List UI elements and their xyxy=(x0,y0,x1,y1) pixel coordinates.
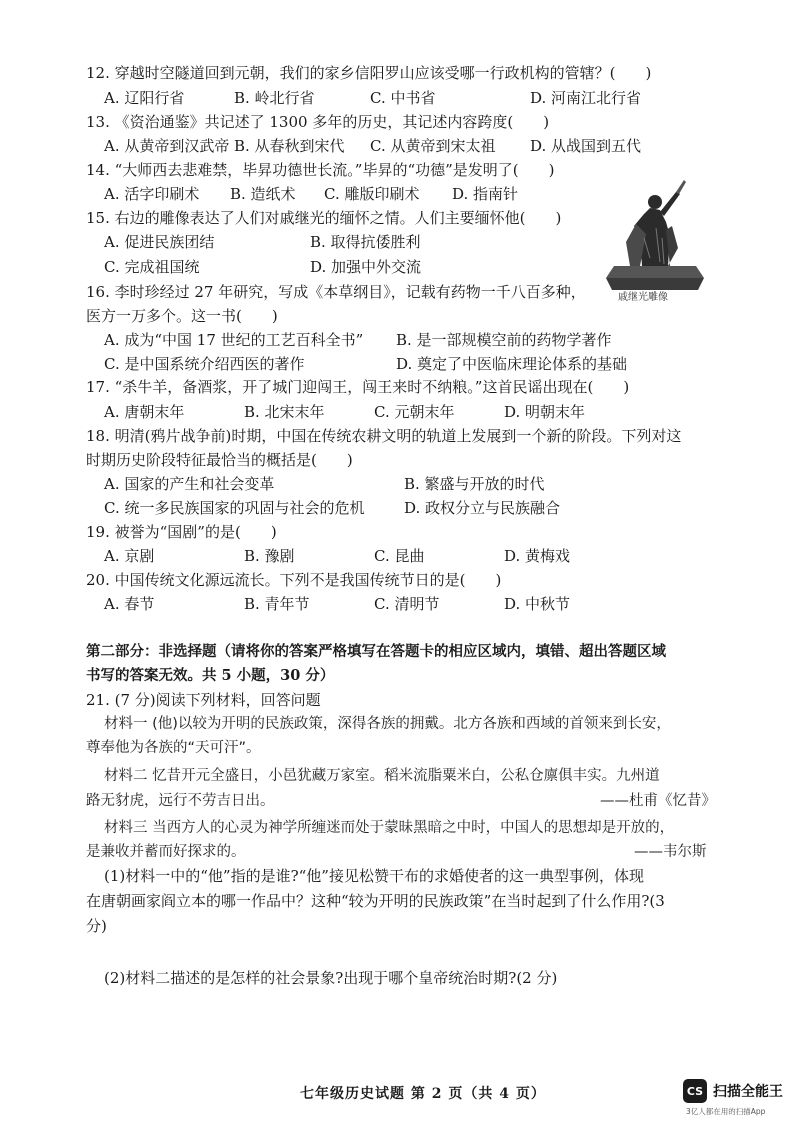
question-13-stem: 13. 《资治通鉴》共记述了 1300 多年的历史，其记述内容跨度( ) xyxy=(86,113,550,131)
question-15-option-a: A. 促进民族团结 xyxy=(104,233,215,251)
material-1-line-2: 尊奉他为各族的“天可汗”。 xyxy=(86,740,261,756)
question-12-option-a: A. 辽阳行省 xyxy=(104,89,185,107)
question-14-stem: 14. “大师西去悲难禁，毕昇功德世长流。”毕昇的“功德”是发明了( ) xyxy=(86,161,555,179)
question-13-option-d: D. 从战国到五代 xyxy=(530,137,642,155)
question-12-option-b: B. 岭北行省 xyxy=(234,89,315,107)
question-14-option-c: C. 雕版印刷术 xyxy=(324,185,420,203)
question-14-option-a: A. 活字印刷术 xyxy=(104,185,200,203)
question-16-stem-continued: 医方一万多个。这一书( ) xyxy=(86,307,278,325)
material-2-line-2: 路无豺虎，远行不劳吉日出。 xyxy=(86,793,275,809)
question-20-option-a: A. 春节 xyxy=(104,595,155,613)
material-3-line-2: 是兼收并蓄而好探求的。 xyxy=(86,844,246,860)
subquestion-2: (2)材料二描述的是怎样的社会景象?出现于哪个皇帝统治时期?(2 分) xyxy=(104,969,558,987)
qi-jiguang-statue-image xyxy=(600,178,710,296)
question-17-stem: 17. “杀牛羊，备酒浆，开了城门迎闯王，闯王来时不纳粮。”这首民谣出现在( ) xyxy=(86,378,630,396)
material-2-line-1: 材料二 忆昔开元全盛日，小邑犹藏万家室。稻米流脂粟米白，公私仓廪俱丰实。九州道 xyxy=(104,768,660,784)
question-14-option-d: D. 指南针 xyxy=(452,185,519,203)
material-3-source: ——韦尔斯 xyxy=(634,844,707,860)
part2-heading-continued: 书写的答案无效。共 5 小题，30 分） xyxy=(86,667,335,684)
question-21-title: 21. (7 分)阅读下列材料，回答问题 xyxy=(86,691,321,709)
statue-caption: 戚继光雕像 xyxy=(618,292,668,303)
subquestion-1-line-1: (1)材料一中的“他”指的是谁?“他”接见松赞干布的求婚使者的这一典型事例，体现 xyxy=(104,867,644,885)
question-12-stem: 12. 穿越时空隧道回到元朝，我们的家乡信阳罗山应该受哪一行政机构的管辖？( ) xyxy=(86,64,652,82)
question-18-option-d: D. 政权分立与民族融合 xyxy=(404,499,561,517)
question-16-stem: 16. 李时珍经过 27 年研究，写成《本草纲目》，记载有药物一千八百多种， xyxy=(86,283,586,301)
question-19-stem: 19. 被誉为“国剧”的是( ) xyxy=(86,523,277,541)
scanner-watermark xyxy=(683,1079,783,1103)
question-13-option-b: B. 从春秋到宋代 xyxy=(234,137,345,155)
camscanner-logo-icon: CS xyxy=(683,1079,707,1103)
question-18-stem: 18. 明清(鸦片战争前)时期，中国在传统农耕文明的轨道上发展到一个新的阶段。下列对这 xyxy=(86,427,682,445)
question-15-stem: 15. 右边的雕像表达了人们对戚继光的缅怀之情。人们主要缅怀他( ) xyxy=(86,209,562,227)
question-17-option-c: C. 元朝末年 xyxy=(374,403,455,421)
question-12-option-d: D. 河南江北行省 xyxy=(530,89,642,107)
part2-heading: 第二部分：非选择题（请将你的答案严格填写在答题卡的相应区域内，填错、超出答题区域 xyxy=(86,643,666,660)
question-16-option-c: C. 是中国系统介绍西医的著作 xyxy=(104,355,305,373)
question-19-option-b: B. 豫剧 xyxy=(244,547,295,565)
question-13-option-c: C. 从黄帝到宋太祖 xyxy=(370,137,496,155)
question-16-option-a: A. 成为“中国 17 世纪的工艺百科全书” xyxy=(104,331,364,349)
material-1-line-1: 材料一 (他)以较为开明的民族政策，深得各族的拥戴。北方各族和西域的首领来到长安， xyxy=(104,716,671,732)
question-20-option-d: D. 中秋节 xyxy=(504,595,571,613)
question-17-option-b: B. 北宋末年 xyxy=(244,403,325,421)
question-12-option-c: C. 中书省 xyxy=(370,89,436,107)
question-14-option-b: B. 造纸术 xyxy=(230,185,296,203)
question-18-option-a: A. 国家的产生和社会变革 xyxy=(104,475,275,493)
question-17-option-d: D. 明朝末年 xyxy=(504,403,586,421)
scanner-app-name: 扫描全能王 xyxy=(713,1084,783,1100)
page-footer: 七年级历史试题 第 2 页（共 4 页） xyxy=(300,1086,546,1102)
subquestion-1-line-2: 在唐朝画家阎立本的哪一作品中？这种“较为开明的民族政策”在当时起到了什么作用?(3 xyxy=(86,892,665,910)
question-15-option-b: B. 取得抗倭胜利 xyxy=(310,233,421,251)
question-16-option-d: D. 奠定了中医临床理论体系的基础 xyxy=(396,355,628,373)
subquestion-1-line-3: 分) xyxy=(86,917,107,935)
question-19-option-a: A. 京剧 xyxy=(104,547,155,565)
scanner-tagline: 3亿人都在用的扫描App xyxy=(686,1107,766,1116)
material-2-source: ——杜甫《忆昔》 xyxy=(600,793,716,809)
question-15-option-d: D. 加强中外交流 xyxy=(310,258,422,276)
question-20-stem: 20. 中国传统文化源远流长。下列不是我国传统节日的是( ) xyxy=(86,571,502,589)
question-20-option-b: B. 青年节 xyxy=(244,595,310,613)
question-18-option-b: B. 繁盛与开放的时代 xyxy=(404,475,545,493)
question-13-option-a: A. 从黄帝到汉武帝 xyxy=(104,137,230,155)
question-19-option-c: C. 昆曲 xyxy=(374,547,425,565)
question-17-option-a: A. 唐朝末年 xyxy=(104,403,185,421)
question-16-option-b: B. 是一部规模空前的药物学著作 xyxy=(396,331,612,349)
question-19-option-d: D. 黄梅戏 xyxy=(504,547,571,565)
question-18-stem-continued: 时期历史阶段特征最恰当的概括是( ) xyxy=(86,451,353,469)
question-18-option-c: C. 统一多民族国家的巩固与社会的危机 xyxy=(104,499,365,517)
question-15-option-c: C. 完成祖国统 xyxy=(104,258,200,276)
question-20-option-c: C. 清明节 xyxy=(374,595,440,613)
material-3-line-1: 材料三 当西方人的心灵为神学所缠迷而处于蒙昧黑暗之中时，中国人的思想却是开放的， xyxy=(104,820,675,836)
